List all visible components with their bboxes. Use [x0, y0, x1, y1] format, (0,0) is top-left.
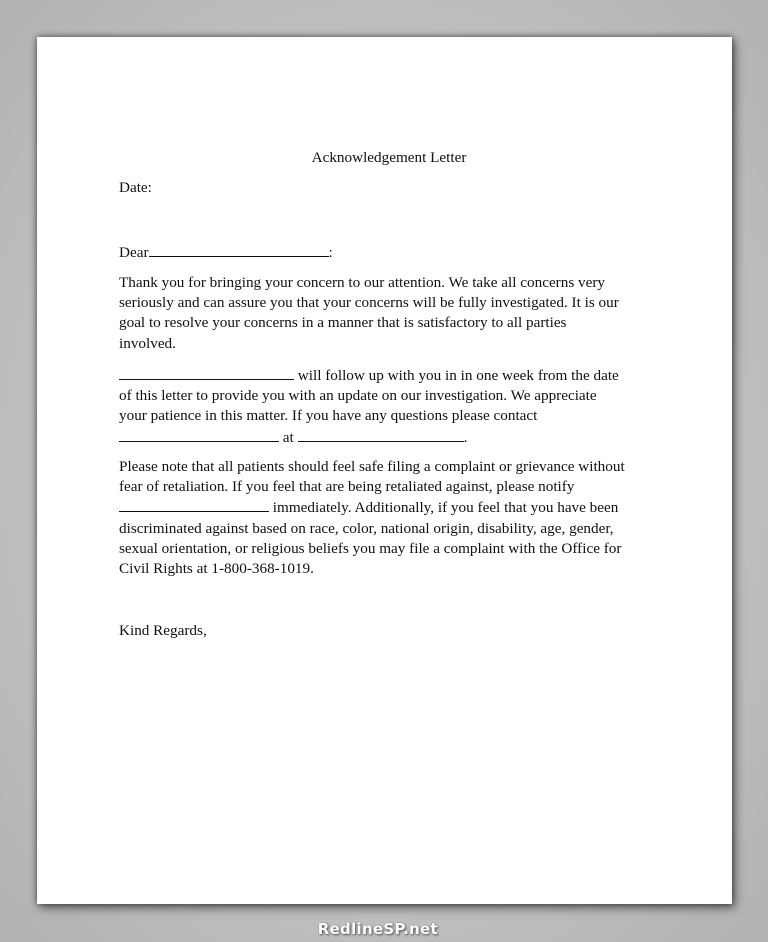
- paragraph-line: Civil Rights at 1-800-368-1019.: [119, 560, 314, 578]
- paragraph-line: fear of retaliation. If you feel that are being retaliated against, please notify: [119, 478, 575, 496]
- recipient-name-blank: [149, 242, 329, 257]
- notify-contact-blank: [119, 497, 269, 512]
- paragraph-line: Thank you for bringing your concern to our attention. We take all concerns very: [119, 274, 606, 291]
- salutation: [119, 242, 333, 263]
- line-text: immediately. Additionally, if you feel that you have been: [269, 499, 619, 517]
- closing: Kind Regards,: [119, 622, 207, 639]
- paragraph-line: goal to resolve your concerns in a manner that is satisfactory to all parties: [119, 314, 567, 332]
- watermark: RedlineSP.net: [317, 920, 438, 938]
- letter-page: [37, 37, 732, 904]
- paragraph-line: [119, 427, 659, 448]
- paragraph-line: your patience in this matter. If you have any questions please contact: [119, 407, 538, 425]
- paragraph-line: involved.: [119, 334, 176, 352]
- paragraph-line: of this letter to provide you with an update on our investigation. We appreciate: [119, 387, 597, 405]
- paragraph-line: seriously and can assure you that your concerns will be fully investigated. It is our: [119, 294, 619, 312]
- salutation-word: Dear: [119, 244, 149, 261]
- salutation-colon: :: [328, 244, 333, 261]
- contact-name-blank: [119, 427, 279, 442]
- letter-title: Acknowledgement Letter: [311, 149, 467, 166]
- paragraph-acknowledgement: [119, 273, 659, 354]
- paragraph-line: sexual orientation, or religious beliefs you may file a complaint with the Office for: [119, 539, 622, 557]
- date-label: Date:: [119, 179, 152, 196]
- paragraph-line: [119, 365, 659, 386]
- contact-info-blank: [298, 427, 464, 442]
- paragraph-line: discriminated against based on race, color, national origin, disability, age, gender,: [119, 519, 614, 537]
- line-text: at: [279, 428, 298, 446]
- staff-name-blank: [119, 365, 294, 380]
- line-text: .: [463, 428, 468, 446]
- paragraph-retaliation-notice: [119, 457, 659, 579]
- paragraph-line: Please note that all patients should feel safe filing a complaint or grievance without: [119, 458, 625, 475]
- paragraph-follow-up: [119, 365, 659, 448]
- paragraph-line: [119, 497, 659, 518]
- line-text: will follow up with you in in one week from the date: [294, 367, 619, 384]
